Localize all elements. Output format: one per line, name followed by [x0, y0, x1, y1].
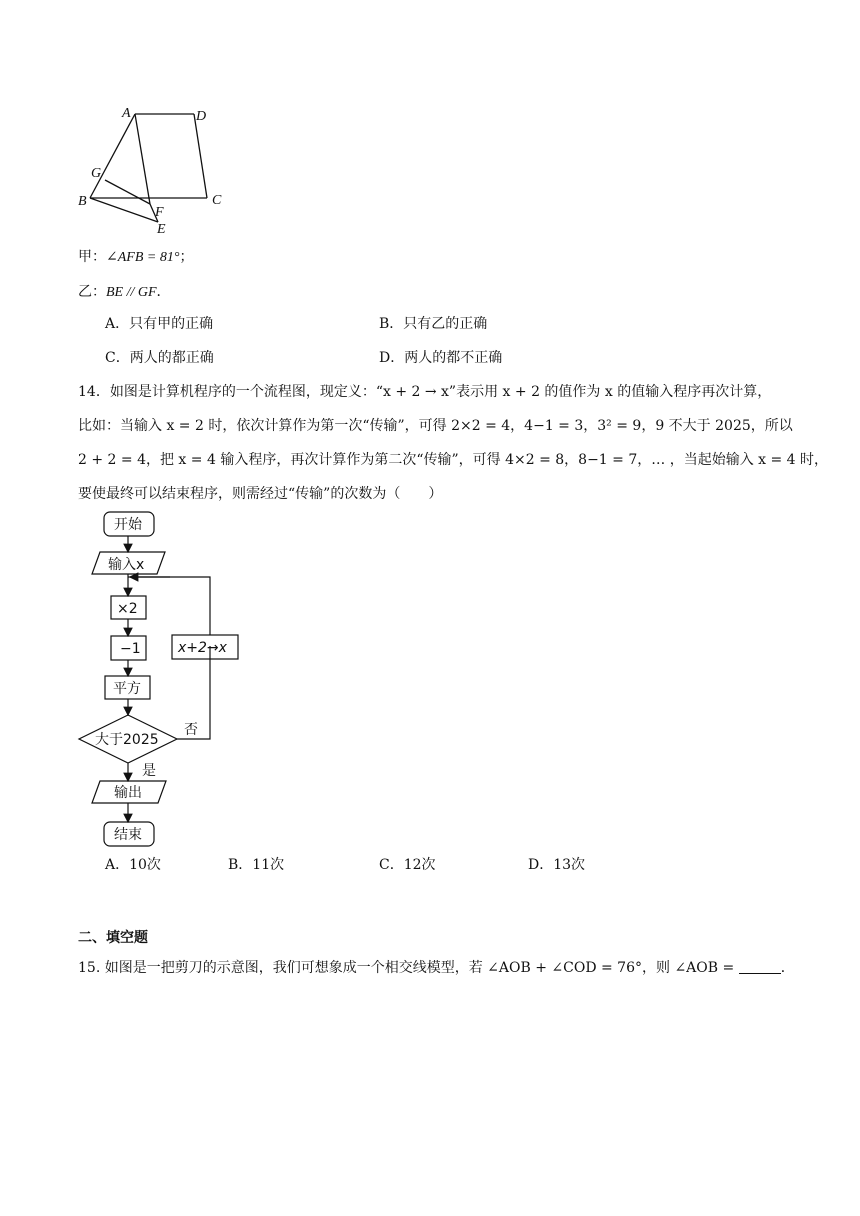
q14-option-c: C．12次: [379, 857, 436, 873]
q14-line3: 2 + 2 = 4，把 x = 4 输入程序，再次计算作为第二次“传输”，可得 4×2 = 8，8−1 = 7，… ，当起始输入 x = 4 时，: [78, 452, 829, 468]
q15-text-line: [78, 959, 795, 975]
q14-option-d: D．13次: [528, 857, 586, 873]
statement-jia: [78, 250, 193, 265]
label-D: D: [196, 109, 207, 124]
statement-jia-math: ∠AFB = 81°: [106, 250, 180, 265]
q13-option-b: B．只有乙的正确: [379, 316, 488, 332]
q14-line1: 14．如图是计算机程序的一个流程图，现定义：“x + 2 → x”表示用 x + 2 的值作为 x 的值输入程序再次计算，: [78, 384, 772, 400]
q14-option-b: B．11次: [228, 857, 285, 873]
flow-start-label: 开始: [114, 517, 142, 533]
q14-option-a: A．10次: [105, 857, 161, 873]
flow-loop-label: x+2→x: [178, 640, 227, 656]
flow-output-label: 输出: [114, 785, 142, 801]
statement-yi-math: BE // GF: [106, 285, 157, 300]
geometry-figure: [70, 100, 240, 240]
label-E: E: [157, 222, 166, 237]
q13-option-d: D．两人的都不正确: [379, 350, 503, 366]
q15-answer-blank[interactable]: [739, 959, 781, 974]
statement-yi: [78, 285, 171, 300]
q13-option-a: A．只有甲的正确: [105, 316, 214, 332]
section-title: 二、填空题: [78, 930, 148, 946]
flow-end-label: 结束: [114, 827, 142, 843]
q13-option-c: C．两人的都正确: [105, 350, 214, 366]
flow-minus1-label: −1: [120, 641, 141, 657]
flow-decision-label: 大于2025: [95, 732, 159, 748]
label-F: F: [155, 205, 164, 220]
flow-times2-label: ×2: [117, 601, 138, 617]
statement-yi-suffix: ．: [156, 284, 171, 300]
flow-square-label: 平方: [113, 681, 141, 697]
label-C: C: [212, 193, 222, 208]
flow-no-label: 否: [184, 722, 198, 738]
flowchart: [70, 505, 260, 855]
flow-input-label: 输入x: [108, 557, 145, 573]
statement-yi-prefix: 乙：: [78, 284, 106, 300]
q15-end: ．: [780, 960, 795, 976]
statement-jia-prefix: 甲：: [78, 249, 106, 265]
label-A: A: [122, 106, 131, 121]
q14-line2: 比如：当输入 x = 2 时，依次计算作为第一次“传输”，可得 2×2 = 4，4−1 = 3，3² = 9，9 不大于 2025，所以: [78, 418, 793, 434]
q15-text: 15. 如图是一把剪刀的示意图，我们可想象成一个相交线模型，若 ∠AOB + ∠COD = 76°，则 ∠AOB =: [78, 960, 735, 976]
q14-line4: 要使最终可以结束程序，则需经过“传输”的次数为（ ）: [78, 486, 443, 502]
flow-yes-label: 是: [142, 763, 156, 779]
statement-jia-suffix: ；: [179, 249, 194, 265]
label-G: G: [91, 166, 102, 181]
label-B: B: [78, 194, 87, 209]
